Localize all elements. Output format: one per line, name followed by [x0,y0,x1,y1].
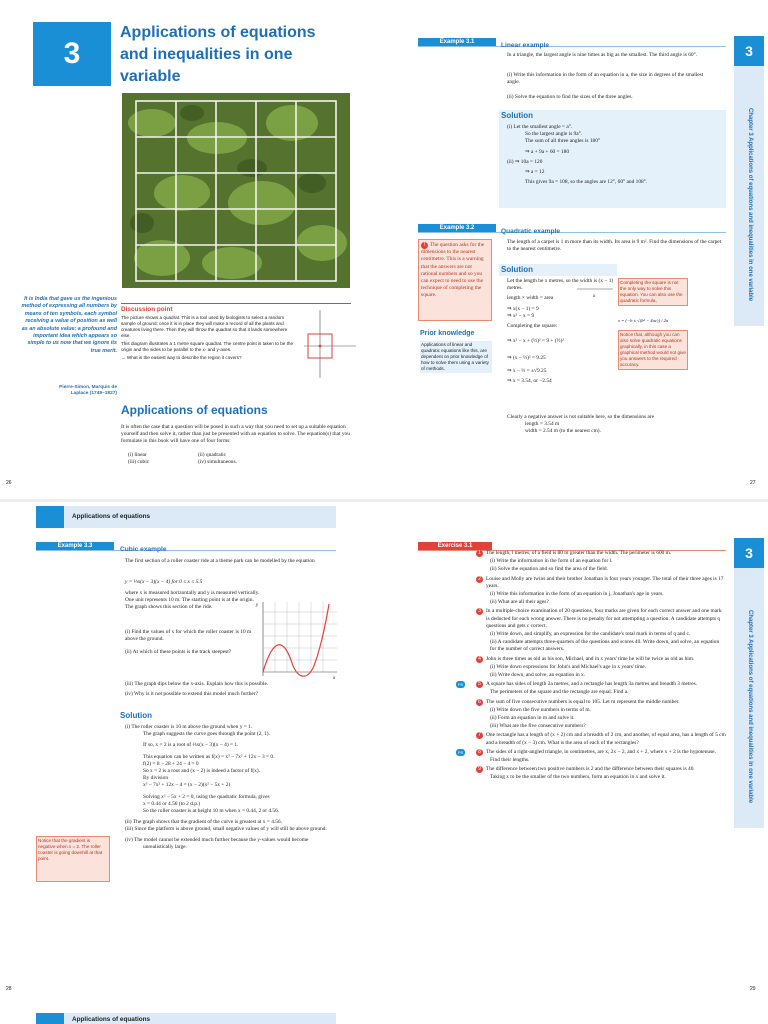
svg-text:x: x [593,294,596,299]
question-part: (ii) At which of these points is the track steepest? [125,649,232,656]
discussion-text: The picture shows a quadrat. This is a tool used by biologists to select a random sample of ground; once it is in place they will make a record of all the plants and creatures living there. Then they will throw the quadrat so that it lands somewhere else. [121,315,288,338]
solution-line: So the roller coaster is at height 10 m when x = 0.44, 2 or 4.56. [143,808,280,815]
form-item: (iv) simultaneous. [198,459,237,466]
solution-line: Completing the square: [507,323,558,330]
forms-list [128,452,328,466]
exercise-question [476,699,726,731]
exercise-question [476,656,726,680]
side-tab-label: Chapter 3 Applications of equations and inequalities in one variable [747,610,753,804]
example-3-3-parts [125,629,255,657]
exercise-list [458,548,726,782]
solution-line: ⇒ x(x − 1) = 9 [507,305,539,312]
discussion-question: → What is the easiest way to describe the region it covers? [121,355,242,360]
question-part: (i) Write down, and simplify, an expression for the candidate's total mark in terms of q and c. [490,631,691,638]
example-3-1-solution [507,124,722,186]
question-number: 9 [476,766,483,773]
solution-line: ⇒ (x − ½)² = 9.25 [507,355,546,362]
chapter-number-tab [734,36,764,66]
question-text: In a multiple-choice examination of 20 questions, four marks are given for each correct answer and one mark is deducted for each wrong answer. There is no penalty for not attempting a question. A candidate attempts q questions and gets c correct. [486,608,722,629]
solution-line: ⇒ a = 12 [525,169,545,176]
chapter-title: Applications of equations and inequalities in one variable [120,24,316,85]
hint-text: The question asks for the dimensions to the nearest centimetre. This is a warning that the answers are not rational numbers and so you can expect to need to use the technique of completing the square. [421,242,485,299]
solution-line: ⇒ x² − x + (½)² = 9 + (½)² [507,338,565,345]
exercise-tag: Exercise 3.1 [418,542,492,550]
hint-box [418,239,492,321]
page-number: 29 [750,986,756,992]
solution-line: ⇒ x² − x = 9 [507,312,535,319]
solution-line: (iii) Since the platform is above ground, small negative values of y will still be above ground. [125,826,327,833]
example-3-3-parts-2 [125,681,335,698]
next-spread-header-text: Applications of equations [72,1016,151,1023]
example-3-1-part: (i) Write this information in the form of an equation in a, the size in degrees of the smallest angle. [507,72,704,86]
question-part: (iv) Why is it not possible to extend this model much further? [125,691,258,698]
question-part: (i) Write down the five numbers in terms of m. [490,706,591,713]
exercise-question [458,681,726,696]
question-number: 4 [476,656,483,663]
solution-line: This equation can be written as f(x) = x³ − 7x² + 12x − 3 = 0. [143,753,275,760]
question-part: (ii) Solve the equation and so find the area of the field. [490,566,608,573]
cubic-graph [255,598,340,680]
top-spread [0,0,768,500]
question-number: 3 [476,608,483,615]
side-formula: x = (−b ± √(b² − 4ac)) / 2a [618,318,669,323]
question-part: Find their lengths. [490,757,530,764]
question-number: 8 [476,749,483,756]
quadrat-photo [122,93,350,288]
form-item: (ii) quadratic [198,452,226,458]
question-part: (ii) Form an equation in m and solve it. [490,715,575,722]
solution-line: Clearly a negative answer is not suitable here, so the dimensions are [507,414,655,420]
form-item: (iii) cubic [128,459,150,466]
solution-line: So the largest angle is 9a°. [525,131,583,138]
example-3-2-tag: Example 3.2 [418,224,496,232]
solution-line: width = 2.54 m (to the nearest cm). [525,428,601,435]
solution-line: length × width = area [507,295,554,302]
question-text: The difference between two positive numbers is 2 and the difference between their squares is 40. [486,766,695,773]
question-text: One rectangle has a length of (x + 2) cm and a breadth of 2 cm, and another, of equal area, has a length of 5 cm and a breadth of (x − 3) cm. What is the area of each of the rectangles? [486,732,726,746]
question-part: (ii) A candidate attempts three-quarters of the questions and scores 40. Write down, and solve, an equation for the number of correct answers. [490,639,720,653]
solution-label: Solution [120,711,152,720]
solution-line: (i) Let the smallest angle = a°. [507,124,573,130]
solution-label: Solution [501,111,533,120]
example-3-2-rule [418,232,726,233]
questions-container [458,550,726,782]
exercise-question [458,748,726,764]
question-text: The sum of five consecutive numbers is equal to 105. Let m represent the middle number. [486,698,680,705]
question-number: 1 [476,550,483,557]
question-text: A square has sides of length 2a metres, and a rectangle has length 3a metres and breadth 3 metres. [486,681,698,688]
running-header [36,506,336,528]
discussion-title: Discussion point [121,306,173,313]
graph-x-label: x [333,676,336,680]
question-text: The length, l metres, of a field is 80 m greater than the width. The perimeter is 600 m. [486,550,672,556]
side-note [36,836,110,882]
discussion-text-2: This diagram illustrates a 1 metre square quadrat. The centre point is taken to be the origin and the sides to be parallel to the x- and y-axes. [121,341,294,352]
example-3-3-equation: y = ⅓x(x − 3)(x − 4) for 0 ≤ x ≤ 5.5 [125,579,203,585]
solution-line: ⇒ x − ½ = ±√9.25 [507,367,547,374]
solution-line: This gives 9a = 108, so the angles are 12°, 60° and 108°. [525,179,648,186]
side-note-text: Notice that the gradient is negative when x = 2. The roller coaster is going downhill at that point. [38,838,103,861]
solution-line: f(2) = 8 − 28 + 24 − 4 = 0 [143,760,199,767]
solution-line: x³ − 7x² + 12x − 4 = (x − 2)(x² − 5x + 2) [143,782,231,789]
question-part: (ii) What are all their ages? [490,599,549,606]
solution-line: (iv) The model cannot be extended much further because the y-values would become unrealistically large. [125,836,309,850]
prior-knowledge-text: Applications of linear and quadratic equations like this, are dependent on prior knowledge of how to solve them using a variety of methods. [420,341,492,373]
quote-text: It is India that gave us the ingenious method of expressing all numbers by means of ten symbols, each symbol receiving a value of position as well as an absolute value; a profound and important idea which appears so simple to us now that we ignore its true merit. [21,296,117,354]
carpet-diagram [575,285,615,315]
solution-line: ⇒ x = 3.54, or −2.54 [507,377,552,384]
example-3-3-tag: Example 3.3 [36,542,114,550]
solution-line: ⇒ a + 9a + 60 = 180 [525,148,570,155]
solution-line: If so, x = 2 is a root of ⅓x(x − 3)(x − 4) = 1. [143,742,239,749]
solution-line: The sum of all three angles is 180° [525,138,601,145]
section-title: Applications of equations [121,403,268,417]
graph-y-label: y [256,603,259,608]
exercise-question [476,732,726,746]
example-3-2-text: The length of a carpet is 1 m more than its width. Its area is 9 m². Find the dimensions of the carpet to the nearest centimetre. [507,239,722,253]
question-part: (i) Write the information in the form of an equation for l. [490,558,613,565]
question-part: The perimeters of the square and the rectangle are equal. Find a. [490,689,629,696]
chapter-number: 3 [63,37,81,70]
solution-line: (ii) The graph shows that the gradient of the curve is greatest at x = 4.56. [125,819,282,826]
example-3-1-part: (ii) Solve the equation to find the sizes of the three angles. [507,94,633,100]
running-header-text: Applications of equations [72,513,151,520]
solution-line: x = 0.44 or 4.56 (to 2 d.p.) [143,800,201,807]
problem-solving-badge: PS [458,682,464,688]
example-3-1-text: In a triangle, the largest angle is nine times as big as the smallest. The third angle is 60°. [507,52,698,58]
question-part: (i) Write down expressions for John's and Michael's age in x years' time. [490,663,647,670]
solution-line: So x = 2 is a root and (x − 2) is indeed a factor of f(x). [143,768,261,775]
chapter-number-box [33,22,111,86]
example-3-1-title: Linear example [501,42,550,49]
question-number: 2 [476,576,483,583]
solution-label: Solution [501,265,533,274]
example-3-3-rule [36,550,336,551]
next-spread-header [36,1013,336,1024]
question-number: 5 [476,681,483,688]
page-number: 28 [6,986,12,992]
question-part: (i) Write this information in the form of an equation in j, Jonathan's age in years. [490,591,664,598]
exercise-question [476,766,726,781]
side-note-text: Notice that, although you can also solve quadratic equations graphically, in this case a graphical method would not give you answers to the required accuracy. [620,332,686,367]
question-part: (iii) The graph dips below the x-axis. Explain how this is possible. [125,681,269,687]
solution-line: length = 3.54 m [525,421,560,428]
prior-knowledge-title: Prior knowledge [420,330,475,337]
side-note-2 [618,330,688,370]
side-tab-label: Chapter 3 Applications of equations and inequalities in one variable [747,108,753,302]
quote-author: Pierre-Simon, Marquis de Laplace (1749–1827) [59,385,117,397]
example-3-2-conclusion [507,414,727,436]
form-item: (i) linear [128,452,147,458]
exercise-question [476,576,726,607]
example-3-2-title: Quadratic example [501,228,561,235]
question-text: Louise and Molly are twins and their brother Jonathan is four years younger. The total of their three ages is 17 years. [486,575,724,589]
solution-line: Let the length be x metres, so the width is (x − 1) metres. [507,278,614,292]
section-text: It is often the case that a question will be posed in such a way that you need to set up a suitable equation yourself and then solve it, rather than just be presented with an equation to solve. The equation(s) that you formulate in this book will have one of four forms: [121,424,350,445]
exercise-question [476,550,726,574]
solution-line: (ii) ⇒ 10a = 120 [507,158,543,165]
question-part: Taking x to be the smaller of the two numbers, form an equation in x and solve it. [490,774,666,781]
question-text: John is three times as old as his son, Michael, and in x years' time he will be twice as old as him. [486,655,695,662]
solution-line: The graph suggests the curve goes through the point (2, 1). [143,731,270,738]
question-part: (iii) What are the five consecutive numbers? [490,723,586,730]
example-3-1-rule [418,46,726,47]
problem-solving-badge: PS [458,749,464,755]
example-3-3-solution [125,724,340,851]
question-number: 7 [476,732,483,739]
solution-line: By division [143,775,169,782]
example-3-3-text-2: where x is measured horizontally and y is measured vertically. One unit represents 10 m. The starting point is at the origin. The graph shows this section of the ride. [125,590,260,611]
solution-line: (i) The roller coaster is 10 m above the ground when y = 1. [125,724,253,730]
page-number: 27 [750,480,756,486]
question-text: The sides of a right-angled triangle, in centimetres, are x, 2x − 2, and x + 2, where x + 2 is the hypotenuse. [486,748,716,755]
quadrat-diagram [300,306,358,380]
question-number: 6 [476,699,483,706]
example-3-1-tag: Example 3.1 [418,38,496,46]
chapter-number: 3 [745,545,753,561]
example-3-3-title: Cubic example [120,546,167,553]
chapter-number-tab [734,538,764,568]
bottom-spread [0,502,768,1007]
example-3-3-text: The first section of a roller coaster ride at a theme park can be modelled by the equation [125,558,315,564]
side-note-1 [618,278,688,306]
exercise-question [476,608,726,653]
chapter-number: 3 [745,43,753,59]
side-note-text: Completing the square is not the only way to solve this equation. You can also use the quadratic formula, [620,280,683,303]
warning-icon: ! [421,242,428,249]
question-part: (ii) Write down, and solve, an equation in x. [490,672,586,679]
quadrat-photo-art [122,93,350,288]
question-part: (i) Find the values of x for which the roller coaster is 10 m above the ground. [125,629,252,643]
solution-line: Solving x² − 5x + 2 = 0, using the quadratic formula, gives [143,793,270,800]
page-number: 26 [6,480,12,486]
